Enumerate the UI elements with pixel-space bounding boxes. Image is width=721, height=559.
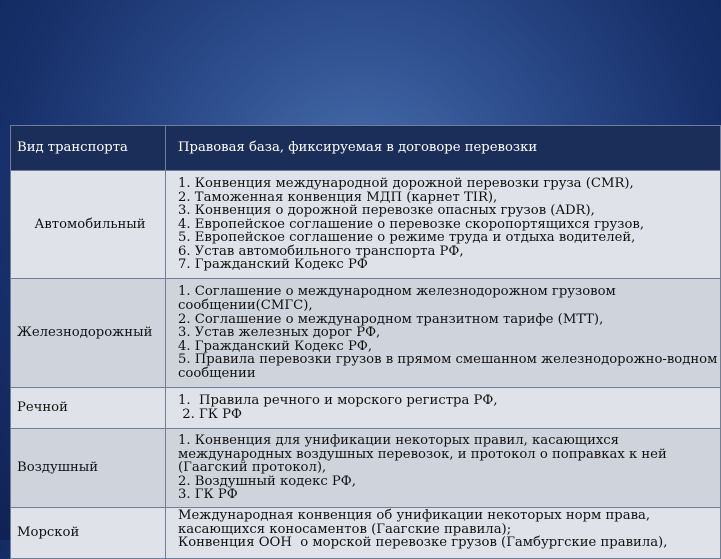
- table-header-row: [11, 126, 721, 171]
- legal-basis-line: 1. Конвенция для унификации некоторых правил, касающихся: [178, 433, 619, 449]
- transport-type: Автомобильный: [34, 216, 146, 232]
- legal-basis-line: сообщении: [178, 365, 256, 381]
- transport-type: Речной: [17, 400, 68, 416]
- legal-basis-line: 7. Гражданский Кодекс РФ: [178, 257, 368, 273]
- transport-type-cell: [11, 388, 166, 429]
- legal-basis-line: (Гаагский протокол),: [178, 460, 327, 476]
- legal-basis-line: 2. Соглашение о международном транзитном тарифе (МТТ),: [178, 311, 604, 327]
- legal-basis-line: 6. Устав автомобильного транспорта РФ,: [178, 243, 464, 259]
- legal-basis-line: сообщении(СМГС),: [178, 298, 313, 314]
- legal-basis-cell: [166, 429, 721, 508]
- transport-type-cell: [11, 279, 166, 388]
- legal-basis-line: международных воздушных перевозок, и протокол о поправках к ней: [178, 446, 667, 462]
- legal-basis-line: касающихся коносаментов (Гаагские правила);: [178, 521, 512, 537]
- legal-basis-line: 2. Воздушный кодекс РФ,: [178, 473, 356, 489]
- legal-basis-line: 5. Европейское соглашение о режиме труда и отдыха водителей,: [178, 230, 636, 246]
- legal-basis-cell: [166, 279, 721, 388]
- transport-type: Морской: [17, 525, 80, 541]
- transport-type: Железнодорожный: [17, 325, 153, 341]
- legal-basis-line: Конвенция ООН о морской перевозке грузов (Гамбургские правила),: [178, 535, 668, 551]
- legal-basis-line: Международная конвенция об унификации некоторых норм права,: [178, 508, 651, 523]
- legal-basis-line: 3. ГК РФ: [178, 487, 238, 503]
- table-row: [11, 429, 721, 508]
- transport-type: Воздушный: [17, 460, 99, 476]
- legal-basis-cell: [166, 508, 721, 559]
- header-legal-basis: Правовая база, фиксируемая в договоре перевозки: [166, 126, 721, 171]
- table-row: [11, 388, 721, 429]
- transport-type-cell: [11, 171, 166, 279]
- legal-basis-cell: [166, 171, 721, 279]
- legal-basis-line: 1. Правила речного и морского регистра РФ,: [178, 393, 498, 409]
- legal-basis-line: 3. Устав железных дорог РФ,: [178, 325, 381, 341]
- table-row: [11, 279, 721, 388]
- legal-basis-cell: [166, 388, 721, 429]
- transport-type-cell: [11, 508, 166, 559]
- legal-basis-line: 1. Соглашение о международном железнодорожном грузовом: [178, 284, 616, 300]
- transport-law-table: [10, 125, 720, 551]
- table: [10, 125, 721, 559]
- legal-basis-line: 4. Европейское соглашение о перевозке скоропортящихся грузов,: [178, 216, 645, 232]
- legal-basis-line: 4. Гражданский Кодекс РФ,: [178, 338, 373, 354]
- legal-basis-line: 5. Правила перевозки грузов в прямом смешанном железнодорожно-водном: [178, 352, 718, 368]
- transport-type-cell: [11, 429, 166, 508]
- header-transport-type: Вид транспорта: [11, 126, 166, 171]
- legal-basis-line: 2. ГК РФ: [178, 407, 242, 422]
- table-row: [11, 508, 721, 559]
- table-row: [11, 171, 721, 279]
- legal-basis-line: 1. Конвенция международной дорожной перевозки груза (CMR),: [178, 175, 634, 191]
- legal-basis-line: 3. Конвенция о дорожной перевозке опасных грузов (ADR),: [178, 203, 595, 219]
- legal-basis-line: 2. Таможенная конвенция МДП (карнет TIR),: [178, 189, 498, 205]
